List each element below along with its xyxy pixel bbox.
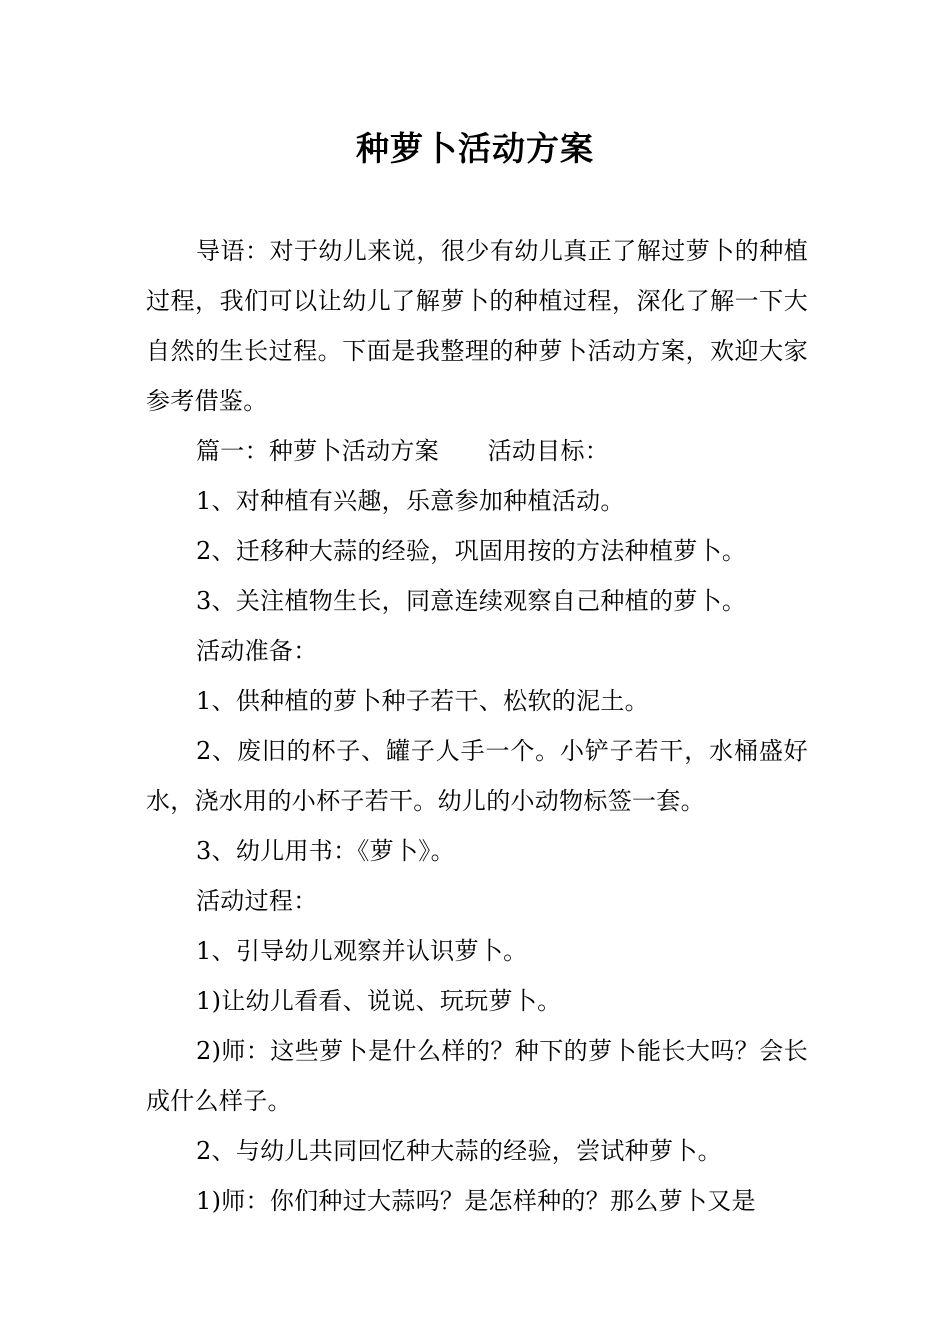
- section-heading: 篇一：种萝卜活动方案 活动目标：: [196, 437, 610, 465]
- process-step-1: 1、引导幼儿观察并认识萝卜。: [196, 937, 528, 965]
- preparation-item-2: 2、废旧的杯子、罐子人手一个。小铲子若干，水桶盛好水，浇水用的小杯子若干。幼儿的小动物标签一套。: [146, 737, 808, 815]
- preparation-heading: 活动准备：: [196, 637, 318, 665]
- process-substep-1-2: 2)师：这些萝卜是什么样的？种下的萝卜能长大吗？会长成什么样子。: [146, 1037, 808, 1115]
- process-substep-1-1: 1)让幼儿看看、说说、玩玩萝卜。: [196, 987, 562, 1015]
- goal-item-3: 3、关注植物生长，同意连续观察自己种植的萝卜。: [196, 587, 747, 615]
- preparation-item-1: 1、供种植的萝卜种子若干、松软的泥土。: [196, 687, 649, 715]
- document-body: [146, 226, 808, 1226]
- process-substep-2-1: 1)师：你们种过大蒜吗？是怎样种的？那么萝卜又是: [196, 1187, 756, 1215]
- preparation-item-3: 3、幼儿用书：《萝卜》。: [196, 837, 455, 865]
- intro-paragraph: 导语：对于幼儿来说，很少有幼儿真正了解过萝卜的种植过程，我们可以让幼儿了解萝卜的种植过程，深化了解一下大自然的生长过程。下面是我整理的种萝卜活动方案，欢迎大家参考借鉴。: [146, 237, 808, 415]
- goal-item-1: 1、对种植有兴趣，乐意参加种植活动。: [196, 487, 625, 515]
- process-heading: 活动过程：: [196, 887, 318, 915]
- process-step-2: 2、与幼儿共同回忆种大蒜的经验，尝试种萝卜。: [196, 1137, 722, 1165]
- document-title: 种萝卜活动方案: [356, 129, 594, 168]
- goal-item-2: 2、迁移种大蒜的经验，巩固用按的方法种植萝卜。: [196, 537, 747, 565]
